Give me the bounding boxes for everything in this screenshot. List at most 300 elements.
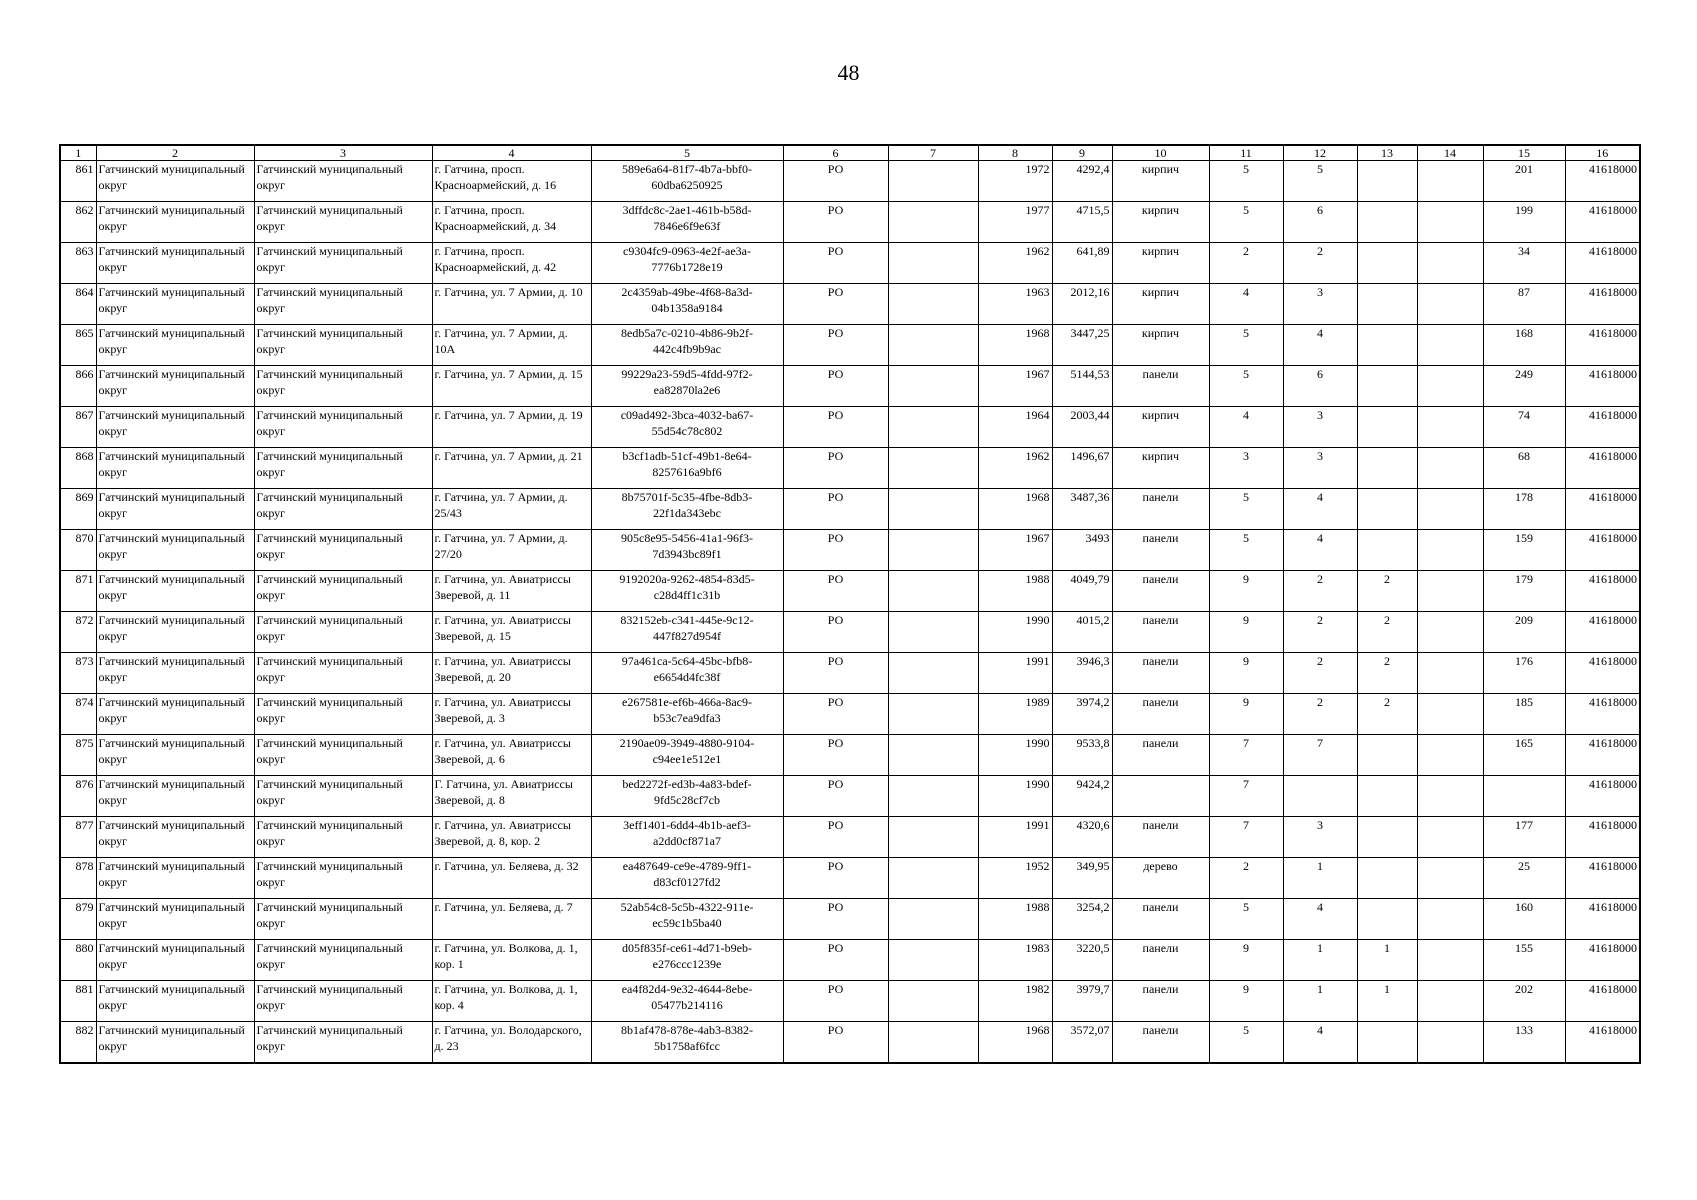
oktmo-cell: 41618000	[1565, 202, 1640, 243]
municipality-cell: Гатчинский муниципальный округ	[254, 530, 432, 571]
area-cell: 4320,6	[1052, 817, 1112, 858]
apartments-cell: 165	[1483, 735, 1565, 776]
oktmo-cell: 41618000	[1565, 694, 1640, 735]
row-number-cell: 870	[60, 530, 96, 571]
area-cell: 349,95	[1052, 858, 1112, 899]
apartments-cell: 176	[1483, 653, 1565, 694]
column-header: 5	[591, 145, 783, 161]
municipality-cell: Гатчинский муниципальный округ	[254, 366, 432, 407]
guid-cell: 3eff1401-6dd4-4b1b-aef3-a2dd0cf871a7	[591, 817, 783, 858]
row-number-cell: 874	[60, 694, 96, 735]
apartments-cell: 155	[1483, 940, 1565, 981]
address-cell: г. Гатчина, ул. Авиатриссы Зверевой, д. 20	[432, 653, 591, 694]
material-cell: кирпич	[1112, 284, 1209, 325]
apartments-cell: 159	[1483, 530, 1565, 571]
material-cell: кирпич	[1112, 202, 1209, 243]
oktmo-cell: 41618000	[1565, 325, 1640, 366]
material-cell: панели	[1112, 1022, 1209, 1064]
type-cell: РО	[783, 1022, 888, 1064]
apartments-cell: 209	[1483, 612, 1565, 653]
floors-cell: 7	[1209, 735, 1283, 776]
row-number-cell: 872	[60, 612, 96, 653]
floors-cell: 4	[1209, 284, 1283, 325]
empty-cell	[888, 366, 978, 407]
table-row	[60, 776, 1640, 817]
year-cell: 1968	[978, 489, 1052, 530]
material-cell: кирпич	[1112, 448, 1209, 489]
oktmo-cell: 41618000	[1565, 776, 1640, 817]
municipality-cell: Гатчинский муниципальный округ	[254, 735, 432, 776]
floors-cell: 9	[1209, 653, 1283, 694]
year-cell: 1977	[978, 202, 1052, 243]
type-cell: РО	[783, 735, 888, 776]
district-cell: Гатчинский муниципальный округ	[96, 1022, 254, 1064]
row-number-cell: 861	[60, 161, 96, 202]
material-cell: дерево	[1112, 858, 1209, 899]
address-cell: г. Гатчина, ул. Беляева, д. 7	[432, 899, 591, 940]
empty-cell	[888, 202, 978, 243]
address-cell: г. Гатчина, ул. Авиатриссы Зверевой, д. 3	[432, 694, 591, 735]
district-cell: Гатчинский муниципальный округ	[96, 776, 254, 817]
district-cell: Гатчинский муниципальный округ	[96, 858, 254, 899]
area-cell: 4049,79	[1052, 571, 1112, 612]
district-cell: Гатчинский муниципальный округ	[96, 407, 254, 448]
entrances-cell: 2	[1283, 612, 1357, 653]
area-cell: 3487,36	[1052, 489, 1112, 530]
column-header: 2	[96, 145, 254, 161]
year-cell: 1983	[978, 940, 1052, 981]
oktmo-cell: 41618000	[1565, 284, 1640, 325]
year-cell: 1968	[978, 1022, 1052, 1064]
empty-cell	[888, 325, 978, 366]
material-cell: панели	[1112, 653, 1209, 694]
type-cell: РО	[783, 325, 888, 366]
column-header: 16	[1565, 145, 1640, 161]
type-cell: РО	[783, 571, 888, 612]
material-cell: панели	[1112, 735, 1209, 776]
material-cell: кирпич	[1112, 161, 1209, 202]
district-cell: Гатчинский муниципальный округ	[96, 202, 254, 243]
empty-cell	[888, 407, 978, 448]
elevators-cell	[1357, 284, 1417, 325]
district-cell: Гатчинский муниципальный округ	[96, 940, 254, 981]
type-cell: РО	[783, 284, 888, 325]
address-cell: г. Гатчина, просп. Красноармейский, д. 16	[432, 161, 591, 202]
building-registry-table	[59, 144, 1641, 1064]
column-header: 11	[1209, 145, 1283, 161]
entrances-cell: 4	[1283, 1022, 1357, 1064]
apartments-cell: 168	[1483, 325, 1565, 366]
area-cell: 1496,67	[1052, 448, 1112, 489]
year-cell: 1962	[978, 243, 1052, 284]
year-cell: 1962	[978, 448, 1052, 489]
address-cell: г. Гатчина, ул. 7 Армии, д. 25/43	[432, 489, 591, 530]
table-row	[60, 899, 1640, 940]
empty-cell	[888, 448, 978, 489]
empty-cell	[888, 776, 978, 817]
municipality-cell: Гатчинский муниципальный округ	[254, 940, 432, 981]
district-cell: Гатчинский муниципальный округ	[96, 366, 254, 407]
extra-cell	[1417, 817, 1483, 858]
apartments-cell: 249	[1483, 366, 1565, 407]
area-cell: 641,89	[1052, 243, 1112, 284]
apartments-cell: 25	[1483, 858, 1565, 899]
type-cell: РО	[783, 940, 888, 981]
page-number: 48	[837, 60, 860, 85]
year-cell: 1991	[978, 817, 1052, 858]
column-header: 3	[254, 145, 432, 161]
entrances-cell: 3	[1283, 284, 1357, 325]
type-cell: РО	[783, 366, 888, 407]
oktmo-cell: 41618000	[1565, 161, 1640, 202]
floors-cell: 2	[1209, 858, 1283, 899]
material-cell: панели	[1112, 694, 1209, 735]
floors-cell: 7	[1209, 817, 1283, 858]
apartments-cell: 74	[1483, 407, 1565, 448]
elevators-cell	[1357, 243, 1417, 284]
table-row	[60, 366, 1640, 407]
municipality-cell: Гатчинский муниципальный округ	[254, 981, 432, 1022]
elevators-cell	[1357, 202, 1417, 243]
address-cell: г. Гатчина, ул. 7 Армии, д. 19	[432, 407, 591, 448]
elevators-cell: 2	[1357, 612, 1417, 653]
column-header: 4	[432, 145, 591, 161]
apartments-cell: 177	[1483, 817, 1565, 858]
address-cell: г. Гатчина, ул. Волкова, д. 1, кор. 1	[432, 940, 591, 981]
entrances-cell: 3	[1283, 448, 1357, 489]
municipality-cell: Гатчинский муниципальный округ	[254, 653, 432, 694]
area-cell: 2003,44	[1052, 407, 1112, 448]
type-cell: РО	[783, 448, 888, 489]
row-number-cell: 876	[60, 776, 96, 817]
type-cell: РО	[783, 161, 888, 202]
guid-cell: 9192020a-9262-4854-83d5-c28d4ff1c31b	[591, 571, 783, 612]
material-cell: панели	[1112, 899, 1209, 940]
elevators-cell: 1	[1357, 981, 1417, 1022]
address-cell: г. Гатчина, ул. 7 Армии, д. 27/20	[432, 530, 591, 571]
oktmo-cell: 41618000	[1565, 940, 1640, 981]
year-cell: 1963	[978, 284, 1052, 325]
district-cell: Гатчинский муниципальный округ	[96, 448, 254, 489]
district-cell: Гатчинский муниципальный округ	[96, 530, 254, 571]
type-cell: РО	[783, 899, 888, 940]
guid-cell: 97a461ca-5c64-45bc-bfb8-e6654d4fc38f	[591, 653, 783, 694]
area-cell: 3979,7	[1052, 981, 1112, 1022]
table-row	[60, 530, 1640, 571]
table-row	[60, 1022, 1640, 1064]
year-cell: 1990	[978, 612, 1052, 653]
district-cell: Гатчинский муниципальный округ	[96, 817, 254, 858]
guid-cell: c9304fc9-0963-4e2f-ae3a-7776b1728e19	[591, 243, 783, 284]
entrances-cell: 4	[1283, 325, 1357, 366]
extra-cell	[1417, 284, 1483, 325]
entrances-cell	[1283, 776, 1357, 817]
oktmo-cell: 41618000	[1565, 571, 1640, 612]
type-cell: РО	[783, 653, 888, 694]
oktmo-cell: 41618000	[1565, 981, 1640, 1022]
table-row	[60, 981, 1640, 1022]
material-cell: кирпич	[1112, 407, 1209, 448]
column-header: 14	[1417, 145, 1483, 161]
entrances-cell: 3	[1283, 407, 1357, 448]
elevators-cell	[1357, 489, 1417, 530]
area-cell: 3946,3	[1052, 653, 1112, 694]
apartments-cell: 87	[1483, 284, 1565, 325]
row-number-cell: 866	[60, 366, 96, 407]
elevators-cell	[1357, 530, 1417, 571]
material-cell: кирпич	[1112, 243, 1209, 284]
guid-cell: ea487649-ce9e-4789-9ff1-d83cf0127fd2	[591, 858, 783, 899]
district-cell: Гатчинский муниципальный округ	[96, 899, 254, 940]
elevators-cell	[1357, 325, 1417, 366]
year-cell: 1990	[978, 776, 1052, 817]
empty-cell	[888, 653, 978, 694]
guid-cell: bed2272f-ed3b-4a83-bdef-9fd5c28cf7cb	[591, 776, 783, 817]
apartments-cell: 68	[1483, 448, 1565, 489]
municipality-cell: Гатчинский муниципальный округ	[254, 1022, 432, 1064]
floors-cell: 5	[1209, 325, 1283, 366]
type-cell: РО	[783, 817, 888, 858]
oktmo-cell: 41618000	[1565, 735, 1640, 776]
material-cell: панели	[1112, 530, 1209, 571]
year-cell: 1989	[978, 694, 1052, 735]
column-header: 15	[1483, 145, 1565, 161]
guid-cell: 99229a23-59d5-4fdd-97f2-ea82870la2e6	[591, 366, 783, 407]
table-row	[60, 940, 1640, 981]
guid-cell: 8b1af478-878e-4ab3-8382-5b1758af6fcc	[591, 1022, 783, 1064]
municipality-cell: Гатчинский муниципальный округ	[254, 407, 432, 448]
floors-cell: 2	[1209, 243, 1283, 284]
table-row	[60, 202, 1640, 243]
guid-cell: b3cf1adb-51cf-49b1-8e64-8257616a9bf6	[591, 448, 783, 489]
guid-cell: 3dffdc8c-2ae1-461b-b58d-7846e6f9e63f	[591, 202, 783, 243]
entrances-cell: 7	[1283, 735, 1357, 776]
municipality-cell: Гатчинский муниципальный округ	[254, 858, 432, 899]
oktmo-cell: 41618000	[1565, 899, 1640, 940]
address-cell: г. Гатчина, ул. Володарского, д. 23	[432, 1022, 591, 1064]
municipality-cell: Гатчинский муниципальный округ	[254, 161, 432, 202]
type-cell: РО	[783, 694, 888, 735]
elevators-cell: 1	[1357, 940, 1417, 981]
extra-cell	[1417, 448, 1483, 489]
extra-cell	[1417, 530, 1483, 571]
floors-cell: 5	[1209, 161, 1283, 202]
entrances-cell: 2	[1283, 571, 1357, 612]
municipality-cell: Гатчинский муниципальный округ	[254, 776, 432, 817]
extra-cell	[1417, 202, 1483, 243]
floors-cell: 9	[1209, 612, 1283, 653]
address-cell: г. Гатчина, ул. 7 Армии, д. 21	[432, 448, 591, 489]
guid-cell: 8edb5a7c-0210-4b86-9b2f-442c4fb9b9ac	[591, 325, 783, 366]
extra-cell	[1417, 161, 1483, 202]
empty-cell	[888, 161, 978, 202]
empty-cell	[888, 940, 978, 981]
entrances-cell: 3	[1283, 817, 1357, 858]
extra-cell	[1417, 325, 1483, 366]
entrances-cell: 6	[1283, 366, 1357, 407]
guid-cell: 905c8e95-5456-41a1-96f3-7d3943bc89f1	[591, 530, 783, 571]
row-number-cell: 871	[60, 571, 96, 612]
extra-cell	[1417, 612, 1483, 653]
empty-cell	[888, 243, 978, 284]
district-cell: Гатчинский муниципальный округ	[96, 284, 254, 325]
table-row	[60, 407, 1640, 448]
area-cell: 4292,4	[1052, 161, 1112, 202]
elevators-cell: 2	[1357, 653, 1417, 694]
area-cell: 3493	[1052, 530, 1112, 571]
column-header: 6	[783, 145, 888, 161]
elevators-cell	[1357, 899, 1417, 940]
oktmo-cell: 41618000	[1565, 448, 1640, 489]
address-cell: г. Гатчина, ул. Авиатриссы Зверевой, д. 6	[432, 735, 591, 776]
floors-cell: 5	[1209, 489, 1283, 530]
type-cell: РО	[783, 776, 888, 817]
table-row	[60, 571, 1640, 612]
address-cell: г. Гатчина, ул. Волкова, д. 1, кор. 4	[432, 981, 591, 1022]
district-cell: Гатчинский муниципальный округ	[96, 694, 254, 735]
table-row	[60, 161, 1640, 202]
row-number-cell: 879	[60, 899, 96, 940]
column-header: 1	[60, 145, 96, 161]
address-cell: г. Гатчина, ул. Авиатриссы Зверевой, д. 11	[432, 571, 591, 612]
table-row	[60, 653, 1640, 694]
address-cell: Г. Гатчина, ул. Авиатриссы Зверевой, д. 8	[432, 776, 591, 817]
oktmo-cell: 41618000	[1565, 612, 1640, 653]
table-row	[60, 817, 1640, 858]
floors-cell: 5	[1209, 202, 1283, 243]
address-cell: г. Гатчина, просп. Красноармейский, д. 42	[432, 243, 591, 284]
apartments-cell: 160	[1483, 899, 1565, 940]
municipality-cell: Гатчинский муниципальный округ	[254, 325, 432, 366]
column-header: 10	[1112, 145, 1209, 161]
entrances-cell: 2	[1283, 694, 1357, 735]
year-cell: 1952	[978, 858, 1052, 899]
guid-cell: 589e6a64-81f7-4b7a-bbf0-60dba6250925	[591, 161, 783, 202]
row-number-cell: 863	[60, 243, 96, 284]
material-cell: кирпич	[1112, 325, 1209, 366]
address-cell: г. Гатчина, просп. Красноармейский, д. 34	[432, 202, 591, 243]
entrances-cell: 6	[1283, 202, 1357, 243]
oktmo-cell: 41618000	[1565, 489, 1640, 530]
address-cell: г. Гатчина, ул. 7 Армии, д. 15	[432, 366, 591, 407]
address-cell: г. Гатчина, ул. 7 Армии, д. 10А	[432, 325, 591, 366]
oktmo-cell: 41618000	[1565, 858, 1640, 899]
entrances-cell: 1	[1283, 858, 1357, 899]
empty-cell	[888, 530, 978, 571]
elevators-cell: 2	[1357, 571, 1417, 612]
municipality-cell: Гатчинский муниципальный округ	[254, 899, 432, 940]
municipality-cell: Гатчинский муниципальный округ	[254, 489, 432, 530]
year-cell: 1990	[978, 735, 1052, 776]
district-cell: Гатчинский муниципальный округ	[96, 243, 254, 284]
table-row	[60, 325, 1640, 366]
apartments-cell: 202	[1483, 981, 1565, 1022]
extra-cell	[1417, 858, 1483, 899]
floors-cell: 3	[1209, 448, 1283, 489]
column-header: 7	[888, 145, 978, 161]
elevators-cell	[1357, 366, 1417, 407]
extra-cell	[1417, 1022, 1483, 1064]
oktmo-cell: 41618000	[1565, 530, 1640, 571]
row-number-cell: 873	[60, 653, 96, 694]
municipality-cell: Гатчинский муниципальный округ	[254, 694, 432, 735]
row-number-cell: 865	[60, 325, 96, 366]
area-cell: 2012,16	[1052, 284, 1112, 325]
empty-cell	[888, 1022, 978, 1064]
row-number-cell: 877	[60, 817, 96, 858]
floors-cell: 9	[1209, 940, 1283, 981]
column-number-row	[60, 145, 1640, 161]
table-row	[60, 243, 1640, 284]
empty-cell	[888, 899, 978, 940]
year-cell: 1988	[978, 899, 1052, 940]
elevators-cell	[1357, 161, 1417, 202]
municipality-cell: Гатчинский муниципальный округ	[254, 202, 432, 243]
apartments-cell	[1483, 776, 1565, 817]
table-row	[60, 735, 1640, 776]
entrances-cell: 1	[1283, 981, 1357, 1022]
apartments-cell: 133	[1483, 1022, 1565, 1064]
apartments-cell: 185	[1483, 694, 1565, 735]
column-header: 9	[1052, 145, 1112, 161]
floors-cell: 7	[1209, 776, 1283, 817]
municipality-cell: Гатчинский муниципальный округ	[254, 448, 432, 489]
area-cell: 4015,2	[1052, 612, 1112, 653]
year-cell: 1988	[978, 571, 1052, 612]
municipality-cell: Гатчинский муниципальный округ	[254, 612, 432, 653]
type-cell: РО	[783, 489, 888, 530]
material-cell: панели	[1112, 817, 1209, 858]
oktmo-cell: 41618000	[1565, 817, 1640, 858]
material-cell: панели	[1112, 366, 1209, 407]
floors-cell: 4	[1209, 407, 1283, 448]
type-cell: РО	[783, 981, 888, 1022]
guid-cell: d05f835f-ce61-4d71-b9eb-e276ccc1239e	[591, 940, 783, 981]
extra-cell	[1417, 981, 1483, 1022]
elevators-cell	[1357, 735, 1417, 776]
floors-cell: 5	[1209, 366, 1283, 407]
address-cell: г. Гатчина, ул. Авиатриссы Зверевой, д. 8, кор. 2	[432, 817, 591, 858]
guid-cell: 2190ae09-3949-4880-9104-c94ee1e512e1	[591, 735, 783, 776]
empty-cell	[888, 735, 978, 776]
oktmo-cell: 41618000	[1565, 366, 1640, 407]
address-cell: г. Гатчина, ул. Беляева, д. 32	[432, 858, 591, 899]
apartments-cell: 199	[1483, 202, 1565, 243]
elevators-cell	[1357, 1022, 1417, 1064]
table-row	[60, 694, 1640, 735]
guid-cell: 832152eb-c341-445e-9c12-447f827d954f	[591, 612, 783, 653]
entrances-cell: 1	[1283, 940, 1357, 981]
extra-cell	[1417, 489, 1483, 530]
table-row	[60, 858, 1640, 899]
extra-cell	[1417, 899, 1483, 940]
entrances-cell: 4	[1283, 530, 1357, 571]
material-cell	[1112, 776, 1209, 817]
empty-cell	[888, 571, 978, 612]
extra-cell	[1417, 940, 1483, 981]
municipality-cell: Гатчинский муниципальный округ	[254, 284, 432, 325]
year-cell: 1967	[978, 366, 1052, 407]
type-cell: РО	[783, 530, 888, 571]
row-number-cell: 862	[60, 202, 96, 243]
table-body	[60, 161, 1640, 1064]
elevators-cell	[1357, 817, 1417, 858]
material-cell: панели	[1112, 981, 1209, 1022]
elevators-cell	[1357, 407, 1417, 448]
area-cell: 3220,5	[1052, 940, 1112, 981]
area-cell: 4715,5	[1052, 202, 1112, 243]
district-cell: Гатчинский муниципальный округ	[96, 981, 254, 1022]
